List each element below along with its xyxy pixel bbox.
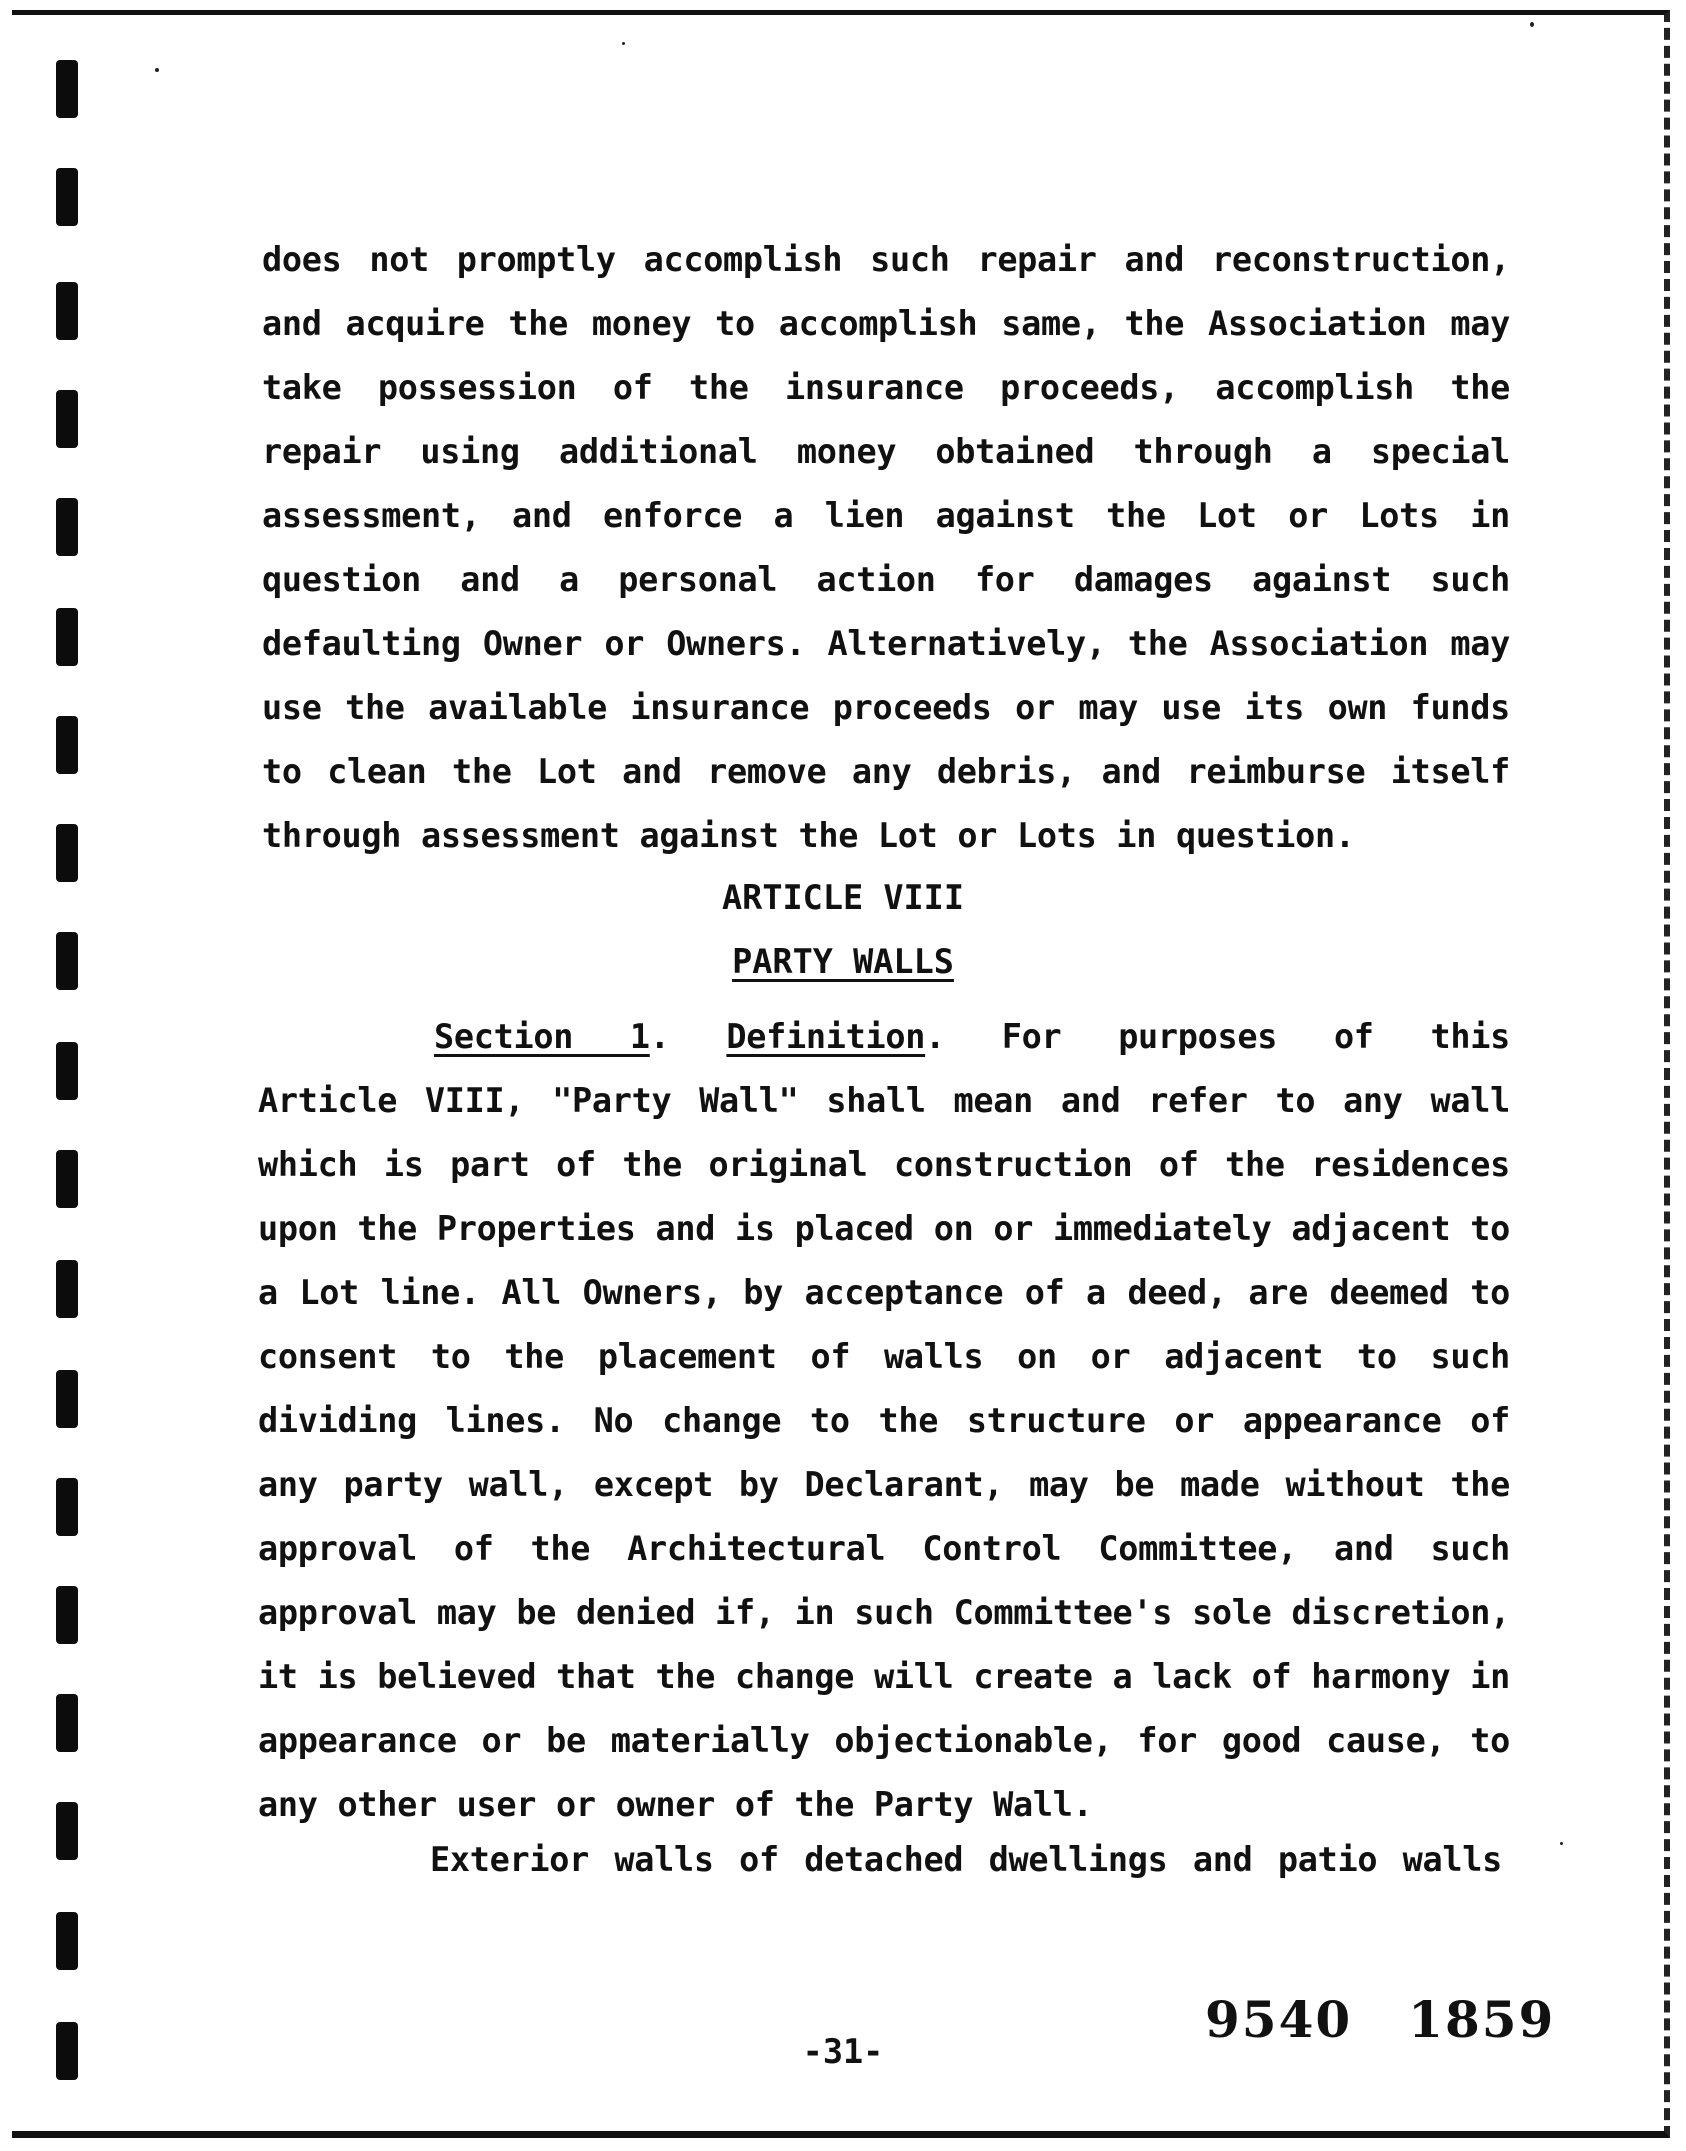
text-line: dividing lines. No change to the structure or appearance of bbox=[258, 1401, 1510, 1440]
punch-hole bbox=[56, 498, 78, 556]
binding-punch-holes bbox=[50, 60, 84, 2130]
text-line: defaulting Owner or Owners. Alternatively, the Association may bbox=[262, 624, 1510, 663]
punch-hole bbox=[56, 1260, 78, 1318]
text-line: assessment, and enforce a lien against the Lot or Lots in bbox=[262, 496, 1510, 535]
text-line: approval of the Architectural Control Committee, and such bbox=[258, 1529, 1510, 1568]
text-line: Exterior walls of detached dwellings and patio walls bbox=[430, 1840, 1502, 1879]
text-line: question and a personal action for damages against such bbox=[262, 560, 1510, 599]
punch-hole bbox=[56, 824, 78, 882]
article-heading: ARTICLE VIII bbox=[721, 878, 965, 917]
article-subheading-text: PARTY WALLS bbox=[732, 942, 954, 981]
text-line: consent to the placement of walls on or adjacent to such bbox=[258, 1337, 1510, 1376]
punch-hole bbox=[56, 1694, 78, 1752]
text-line: a Lot line. All Owners, by acceptance of a deed, are deemed to bbox=[258, 1273, 1510, 1312]
stamp-page-number: 1859 bbox=[1408, 1990, 1556, 2049]
scan-speck bbox=[155, 68, 159, 72]
text-word: this bbox=[1430, 1017, 1510, 1056]
punch-hole bbox=[56, 1912, 78, 1970]
text-word: For bbox=[1001, 1017, 1062, 1056]
text-line: any party wall, except by Declarant, may be made without the bbox=[258, 1465, 1510, 1504]
scan-speck bbox=[1530, 22, 1534, 27]
section-1 bbox=[258, 1005, 1510, 1837]
text-line: approval may be denied if, in such Committee's sole discretion, bbox=[258, 1593, 1510, 1632]
text-line: through assessment against the Lot or Lots in question. bbox=[262, 816, 1355, 855]
text-line: and acquire the money to accomplish same, the Association may bbox=[262, 304, 1510, 343]
text-line: which is part of the original construction of the residences bbox=[258, 1145, 1510, 1184]
punch-hole bbox=[56, 716, 78, 774]
punch-hole bbox=[56, 168, 78, 226]
text-line: upon the Properties and is placed on or immediately adjacent to bbox=[258, 1209, 1510, 1248]
page-number: -31- bbox=[802, 2032, 884, 2071]
article-subheading bbox=[0, 942, 1686, 981]
punch-hole bbox=[56, 1150, 78, 1208]
punch-hole bbox=[56, 390, 78, 448]
text-line: to clean the Lot and remove any debris, and reimburse itself bbox=[262, 752, 1510, 791]
punch-hole bbox=[56, 282, 78, 340]
paragraph-continuation bbox=[262, 228, 1510, 868]
scan-speck bbox=[1560, 1842, 1563, 1845]
text-line: it is believed that the change will create a lack of harmony in bbox=[258, 1657, 1510, 1696]
punch-hole bbox=[56, 1478, 78, 1536]
scan-speck bbox=[622, 42, 625, 45]
text-line: does not promptly accomplish such repair and reconstruction, bbox=[262, 240, 1510, 279]
punch-hole bbox=[56, 1586, 78, 1644]
paragraph-exterior-walls bbox=[430, 1828, 1502, 1892]
text-word: purposes bbox=[1118, 1017, 1278, 1056]
recording-stamp bbox=[1205, 1990, 1555, 2049]
text-line: Article VIII, "Party Wall" shall mean and refer to any wall bbox=[258, 1081, 1510, 1120]
section-title: Definition. bbox=[726, 1017, 945, 1056]
punch-hole bbox=[56, 60, 78, 118]
punch-hole bbox=[56, 608, 78, 666]
section-heading-line bbox=[258, 1005, 1510, 1069]
punch-hole bbox=[56, 1370, 78, 1428]
text-word: of bbox=[1333, 1017, 1374, 1056]
punch-hole bbox=[56, 1802, 78, 1860]
text-line: repair using additional money obtained through a special bbox=[262, 432, 1510, 471]
section-label: Section 1. bbox=[434, 1017, 670, 1056]
text-line: take possession of the insurance proceeds, accomplish the bbox=[262, 368, 1510, 407]
text-line: appearance or be materially objectionable, for good cause, to bbox=[258, 1721, 1510, 1760]
text-line: any other user or owner of the Party Wall. bbox=[258, 1785, 1093, 1824]
punch-hole bbox=[56, 1042, 78, 1100]
text-line: use the available insurance proceeds or may use its own funds bbox=[262, 688, 1510, 727]
stamp-book-number: 9540 bbox=[1205, 1990, 1353, 2049]
